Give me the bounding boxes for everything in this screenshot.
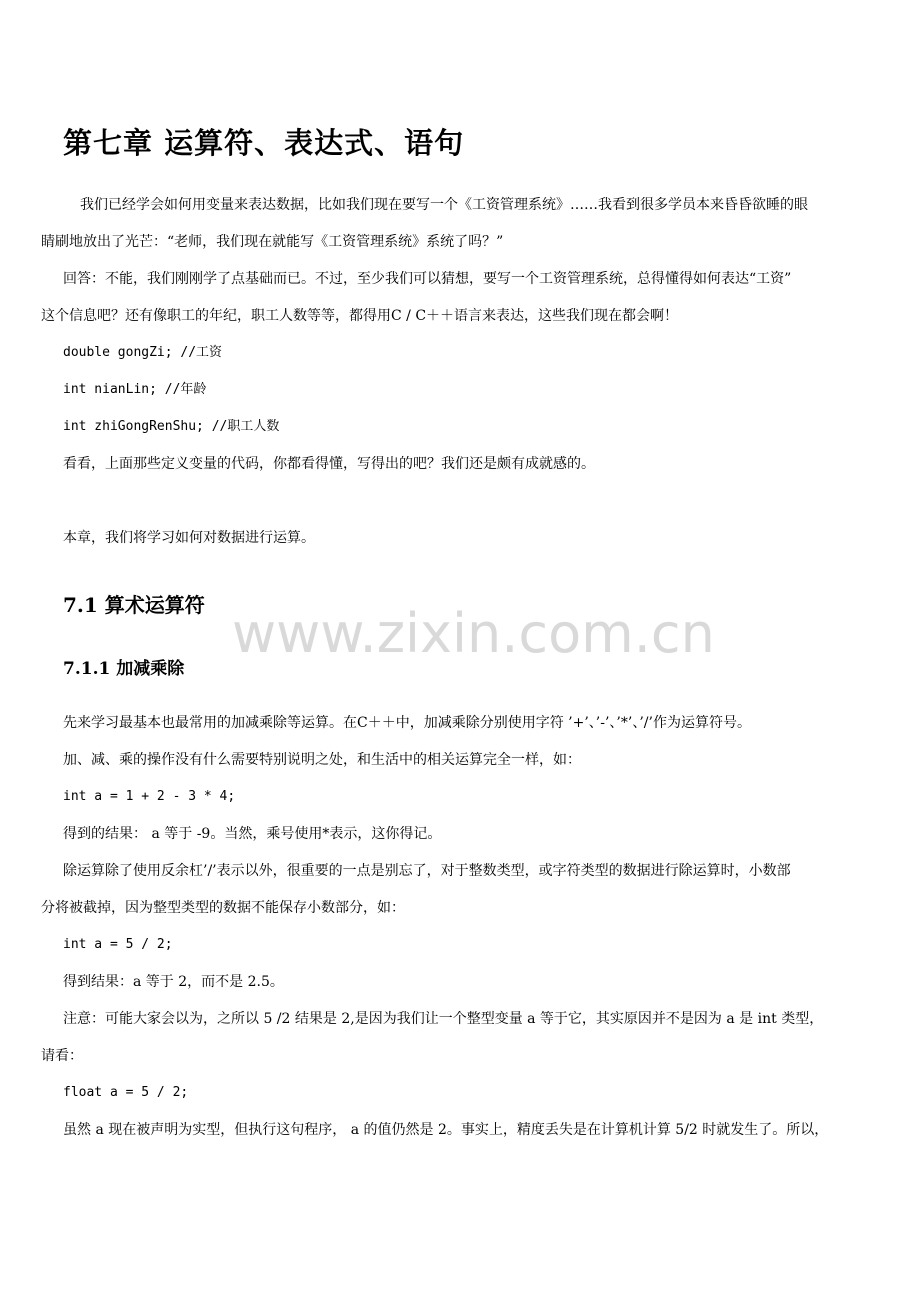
body-paragraph-1: 先来学习最基本也最常用的加减乘除等运算。在C＋＋中，加减乘除分别使用字符 ’+’、’-’、’*’、’/’作为运算符号。 bbox=[63, 715, 751, 731]
intro-paragraph-4: 本章，我们将学习如何对数据进行运算。 bbox=[63, 530, 315, 546]
intro-paragraph-3: 看看，上面那些定义变量的代码，你都看得懂，写得出的吧？我们还是颇有成就感的。 bbox=[63, 456, 595, 472]
code-line-float-a: float a = 5 / 2; bbox=[63, 1085, 189, 1100]
body-paragraph-4-line-1: 除运算除了使用反余杠’/’表示以外，很重要的一点是别忘了，对于整数类型，或字符类型的数据进行除运算时，小数部 bbox=[63, 863, 791, 879]
body-paragraph-3: 得到的结果： a 等于 -9。当然，乘号使用*表示，这你得记。 bbox=[63, 826, 442, 842]
body-paragraph-4-line-2: 分将被截掉，因为整型类型的数据不能保存小数部分，如： bbox=[41, 900, 405, 916]
intro-paragraph-1-line-1: 我们已经学会如何用变量来表达数据，比如我们现在要写一个《工资管理系统》……我看到很多学员本来昏昏欲睡的眼 bbox=[80, 197, 808, 213]
watermark: www.zixin.com.cn bbox=[232, 602, 715, 665]
code-line-gongzi: double gongZi; //工资 bbox=[63, 345, 223, 360]
section-heading-7-1: 7.1 算术运算符 bbox=[63, 593, 205, 617]
body-paragraph-6-line-2: 请看： bbox=[41, 1048, 83, 1064]
code-line-int-a-div: int a = 5 / 2; bbox=[63, 937, 173, 952]
intro-paragraph-1-line-2: 睛刷地放出了光芒：“老师，我们现在就能写《工资管理系统》系统了吗？” bbox=[41, 234, 504, 250]
body-paragraph-5: 得到结果：a 等于 2，而不是 2.5。 bbox=[63, 974, 284, 990]
body-paragraph-2: 加、减、乘的操作没有什么需要特别说明之处，和生活中的相关运算完全一样，如： bbox=[63, 752, 581, 768]
body-paragraph-6-line-1: 注意：可能大家会以为，之所以 5 /2 结果是 2,是因为我们让一个整型变量 a 等于它，其实原因并不是因为 a 是 int 类型， bbox=[63, 1011, 824, 1027]
code-line-zhigongrenshu: int zhiGongRenShu; //职工人数 bbox=[63, 419, 280, 434]
chapter-title: 第七章 运算符、表达式、语句 bbox=[63, 126, 465, 160]
body-paragraph-7: 虽然 a 现在被声明为实型，但执行这句程序， a 的值仍然是 2。事实上，精度丢失是在计算机计算 5/2 时就发生了。所以， bbox=[63, 1122, 829, 1138]
intro-paragraph-2-line-2: 这个信息吧？还有像职工的年纪，职工人数等等，都得用C / C＋＋语言来表达，这些我们现在都会啊！ bbox=[41, 308, 679, 324]
code-line-int-a-arith: int a = 1 + 2 - 3 * 4; bbox=[63, 789, 236, 804]
intro-paragraph-2-line-1: 回答：不能，我们刚刚学了点基础而已。不过，至少我们可以猜想，要写一个工资管理系统，总得懂得如何表达“工资” bbox=[63, 271, 792, 287]
section-heading-7-1-1: 7.1.1 加减乘除 bbox=[63, 659, 185, 679]
code-line-nianlin: int nianLin; //年龄 bbox=[63, 382, 207, 397]
